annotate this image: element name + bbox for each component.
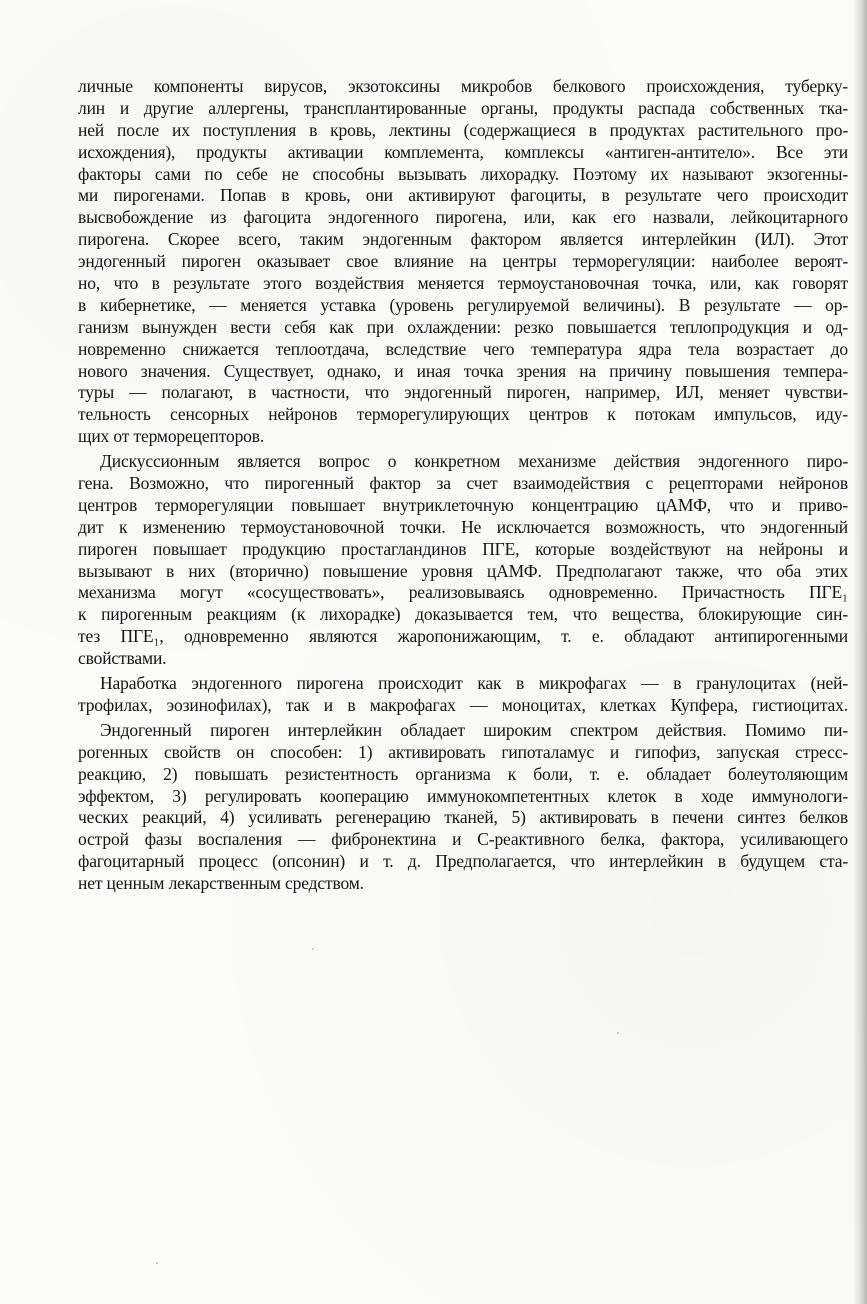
text-line: исхождения), продукты активации комплемента, комплексы «антиген-антитело». Все эти xyxy=(78,141,848,162)
paragraph-1 xyxy=(78,76,848,448)
text-line: рогенных свойств он способен: 1) активировать гипоталамус и гипофиз, запуская стресс- xyxy=(78,741,848,762)
text-line: эндогенный пироген оказывает свое влияние на центры терморегуляции: наиболее вероят- xyxy=(78,251,848,272)
paragraph-2 xyxy=(78,451,848,670)
text-line: ческих реакций, 4) усиливать регенерацию тканей, 5) активировать в печени синтез белков xyxy=(78,807,848,828)
text-line: тез ПГЕ₁, одновременно являются жаропонижающим, т. е. обладают антипирогенными xyxy=(78,626,848,647)
text-line: центров терморегуляции повышает внутриклеточную концентрацию цАМФ, что и приво- xyxy=(78,494,848,515)
text-line: к пирогенным реакциям (к лихорадке) доказывается тем, что вещества, блокирующие син- xyxy=(78,604,848,625)
page-edge-shadow xyxy=(853,0,867,1304)
text-line: туры — полагают, в частности, что эндогенный пироген, например, ИЛ, меняет чувстви- xyxy=(78,382,848,403)
text-line: свойствами. xyxy=(78,648,167,669)
text-line: фагоцитарный процесс (опсонин) и т. д. Предполагается, что интерлейкин в будущем ста- xyxy=(78,851,848,872)
text-line: пирогена. Скорее всего, таким эндогенным фактором является интерлейкин (ИЛ). Этот xyxy=(78,229,848,250)
scan-speck xyxy=(156,1262,158,1264)
text-line: пироген повышает продукцию простагландинов ПГЕ, которые воздействуют на нейроны и xyxy=(78,538,848,559)
text-line: щих от терморецепторов. xyxy=(78,426,265,447)
text-line: нет ценным лекарственным средством. xyxy=(78,873,364,894)
text-line: острой фазы воспаления — фибронектина и С-реактивного белка, фактора, усиливающего xyxy=(78,829,848,850)
text-line: трофилах, эозинофилах), так и в макрофагах — моноцитах, клетках Купфера, гистиоцитах. xyxy=(78,694,848,715)
text-line: нового значения. Существует, однако, и иная точка зрения на причину повышения темпера- xyxy=(78,360,848,381)
scan-speck xyxy=(312,948,314,950)
text-line: факторы сами по себе не способны вызывать лихорадку. Поэтому их называют экзогенны- xyxy=(78,163,848,184)
text-line: вызывают в них (вторично) повышение уровня цАМФ. Предполагают также, что оба этих xyxy=(78,560,848,581)
text-line: в кибернетике, — меняется уставка (уровень регулируемой величины). В результате — ор- xyxy=(78,294,848,315)
text-line: новременно снижается теплоотдача, вследствие чего температура ядра тела возрастает до xyxy=(78,338,848,359)
text-line: Эндогенный пироген интерлейкин обладает широким спектром действия. Помимо пи- xyxy=(100,719,848,740)
text-line: тельность сенсорных нейронов терморегулирующих центров к потокам импульсов, иду- xyxy=(78,404,848,425)
body-text xyxy=(78,76,848,895)
text-line: ганизм вынужден вести себя как при охлаждении: резко повышается теплопродукция и од- xyxy=(78,316,848,337)
text-line: гена. Возможно, что пирогенный фактор за счет взаимодействия с рецепторами нейронов xyxy=(78,473,848,494)
text-line: ми пирогенами. Попав в кровь, они активируют фагоциты, в результате чего происходит xyxy=(78,185,848,206)
text-line: эффектом, 3) регулировать кооперацию иммунокомпетентных клеток в ходе иммунологи- xyxy=(78,785,848,806)
paragraph-3 xyxy=(78,673,848,717)
text-line: механизма могут «сосуществовать», реализовываясь одновременно. Причастность ПГЕ₁ xyxy=(78,582,848,603)
text-line: Наработка эндогенного пирогена происходит как в микрофагах — в гранулоцитах (ней- xyxy=(100,673,848,694)
text-line: Дискуссионным является вопрос о конкретном механизме действия эндогенного пиро- xyxy=(100,451,848,472)
text-line: ней после их поступления в кровь, лектины (содержащиеся в продуктах растительного про- xyxy=(78,119,848,140)
paragraph-4 xyxy=(78,720,848,895)
text-line: дит к изменению термоустановочной точки. Не исключается возможность, что эндогенный xyxy=(78,516,848,537)
text-line: но, что в результате этого воздействия меняется термоустановочная точка, или, как говорят xyxy=(78,273,848,294)
text-line: высвобождение из фагоцита эндогенного пирогена, или, как его назвали, лейкоцитарного xyxy=(78,207,848,228)
scan-speck xyxy=(617,1032,619,1034)
text-line: реакцию, 2) повышать резистентность организма к боли, т. е. обладает болеутоляющим xyxy=(78,763,848,784)
text-line: личные компоненты вирусов, экзотоксины микробов белкового происхождения, туберку- xyxy=(78,76,848,96)
text-line: лин и другие аллергены, трансплантированные органы, продукты распада собственных тка- xyxy=(78,97,848,118)
